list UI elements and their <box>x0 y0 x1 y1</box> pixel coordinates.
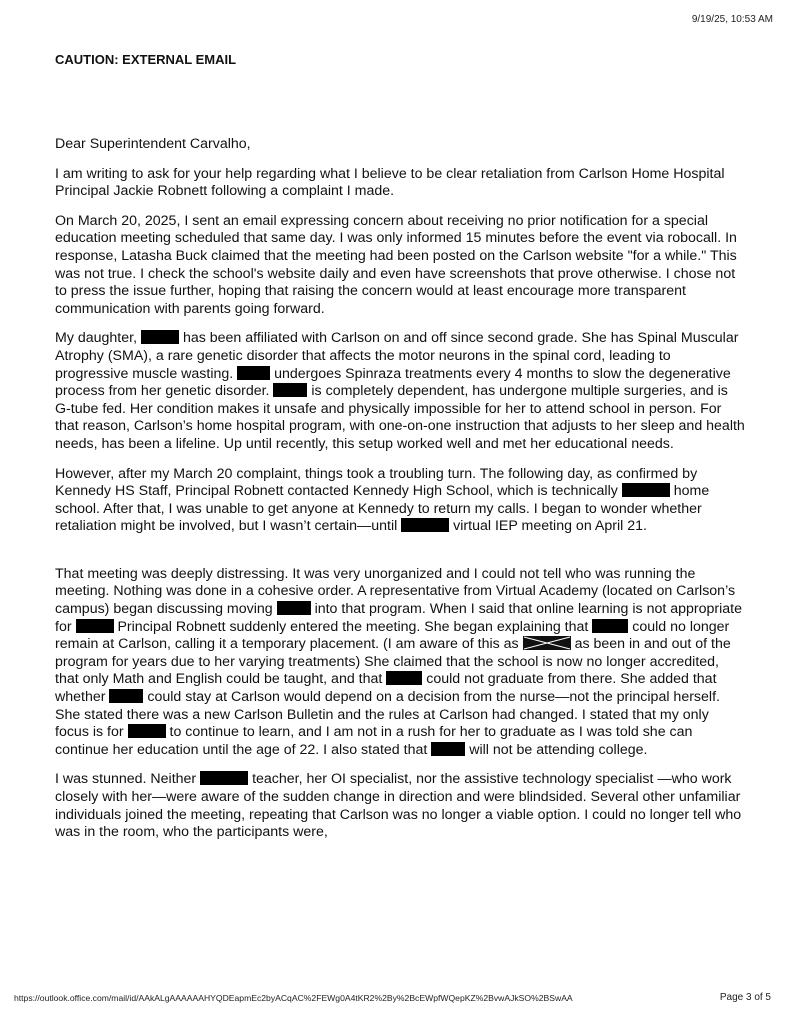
redaction-block <box>277 601 311 615</box>
text-segment: However, after my March 20 complaint, things took a troubling turn. The following day, as confirmed by Kennedy HS Staff, Principal Robnett contacted Kennedy High School, which is technically <box>55 465 698 500</box>
footer-url: https://outlook.office.com/mail/id/AAkALgAAAAAAHYQDEapmEc2byACqAC%2FEWg0A4tKR2%2By%2BcEWpfWQepKZ%2BvwAJkSO%2BSwAA <box>14 993 573 1003</box>
text-segment: My daughter, <box>55 330 138 347</box>
paragraph-4 <box>55 466 745 536</box>
text-segment: could not graduate from there. She added that whether <box>55 671 717 706</box>
text-segment: home school. After that, I was unable to get anyone at Kennedy to return my calls. I began to wonder whether retaliation might be involved, but I wasn’t certain—until <box>55 483 710 535</box>
redaction-block <box>128 724 166 738</box>
paragraph-1: I am writing to ask for your help regarding what I believe to be clear retaliation from Carlson Home Hospital Principal Jackie Robnett following a complaint I made. <box>55 165 725 200</box>
text-segment: will not be attending college. <box>469 741 648 758</box>
redaction-block <box>273 383 307 397</box>
paragraph-6 <box>55 771 745 841</box>
paragraph-3 <box>55 330 745 453</box>
email-body <box>55 136 745 854</box>
redaction-block <box>592 619 628 633</box>
text-segment: could stay at Carlson would depend on a decision from the nurse—not the principal herself. She stated there was a new Carlson Bulletin and the rules at Carlson had changed. I stated that my only focus is for <box>55 689 720 741</box>
print-timestamp: 9/19/25, 10:53 AM <box>691 14 773 25</box>
redaction-block <box>237 366 270 380</box>
text-segment: could no longer remain at Carlson, calling it a temporary placement. (I am aware of this as <box>55 618 730 653</box>
redaction-block <box>200 771 248 785</box>
redaction-block-crossed <box>523 636 571 650</box>
redaction-block <box>431 742 465 756</box>
text-segment: teacher, her OI specialist, nor the assistive technology specialist —who work closely with her—were aware of the sudden change in direction and were blindsided. Several other unfamiliar individuals joined the meeting, repeating that Carlson was no longer a viable option. I could no longer tell who was in the room, who the participants were, <box>55 771 742 841</box>
text-segment: undergoes Spinraza treatments every 4 months to slow the degenerative process from her genetic disorder. <box>55 365 731 400</box>
text-segment: is completely dependent, has undergone multiple surgeries, and is G-tube fed. Her condition makes it unsafe and physically impossible for her to attend school in person. For that reason, Carlson’s home hospital program, with one-on-one instruction that adjusts to her sleep and health needs, has been a lifeline. Up until recently, this setup worked well and met her educational needs. <box>55 383 745 452</box>
page-number: Page 3 of 5 <box>719 992 771 1003</box>
paragraph-2: On March 20, 2025, I sent an email expressing concern about receiving no prior notification for a special education meeting scheduled that same day. I was only informed 15 minutes before the event via robocall. In response, Latasha Buck claimed that the meeting had been posted on the Carlson website "for a while." This was not true. I check the school's website daily and even have screenshots that prove otherwise. I chose not to press the issue further, hoping that raising the concern would at least encourage more transparent communication with parents going forward. <box>55 212 737 317</box>
redaction-block <box>386 671 422 685</box>
external-email-caution: CAUTION: EXTERNAL EMAIL <box>55 52 237 67</box>
text-segment: has been affiliated with Carlson on and off since second grade. She has Spinal Muscular Atrophy (SMA), a rare genetic disorder that affects the motor neurons in the spinal cord, leading to progressive muscle wasting. <box>55 330 739 382</box>
paragraph-5 <box>55 566 745 760</box>
redaction-block <box>109 689 143 703</box>
redaction-block <box>622 483 670 497</box>
salutation: Dear Superintendent Carvalho, <box>55 136 251 152</box>
text-segment: as been in and out of the program for years due to her varying treatments) She claimed that the school is now no longer accredited, that only Math and English could be taught, and that <box>55 636 731 688</box>
text-segment: into that program. When I said that online learning is not appropriate for <box>55 601 743 635</box>
text-segment: virtual IEP meeting on April 21. <box>453 518 647 535</box>
text-segment: Principal Robnett suddenly entered the meeting. She began explaining that <box>117 618 589 635</box>
text-segment: That meeting was deeply distressing. It was very unorganized and I could not tell who was running the meeting. Nothing was done in a cohesive order. A representative from Virtual Academy (located on Carlson’s campus) began discussing moving <box>55 565 736 618</box>
redaction-block <box>76 619 114 633</box>
redaction-block <box>401 518 449 532</box>
redaction-block <box>141 330 179 344</box>
text-segment: I was stunned. Neither <box>55 771 197 788</box>
text-segment: to continue to learn, and I am not in a rush for her to graduate as I was told she can continue her education until the age of 22. I also stated that <box>55 724 693 758</box>
